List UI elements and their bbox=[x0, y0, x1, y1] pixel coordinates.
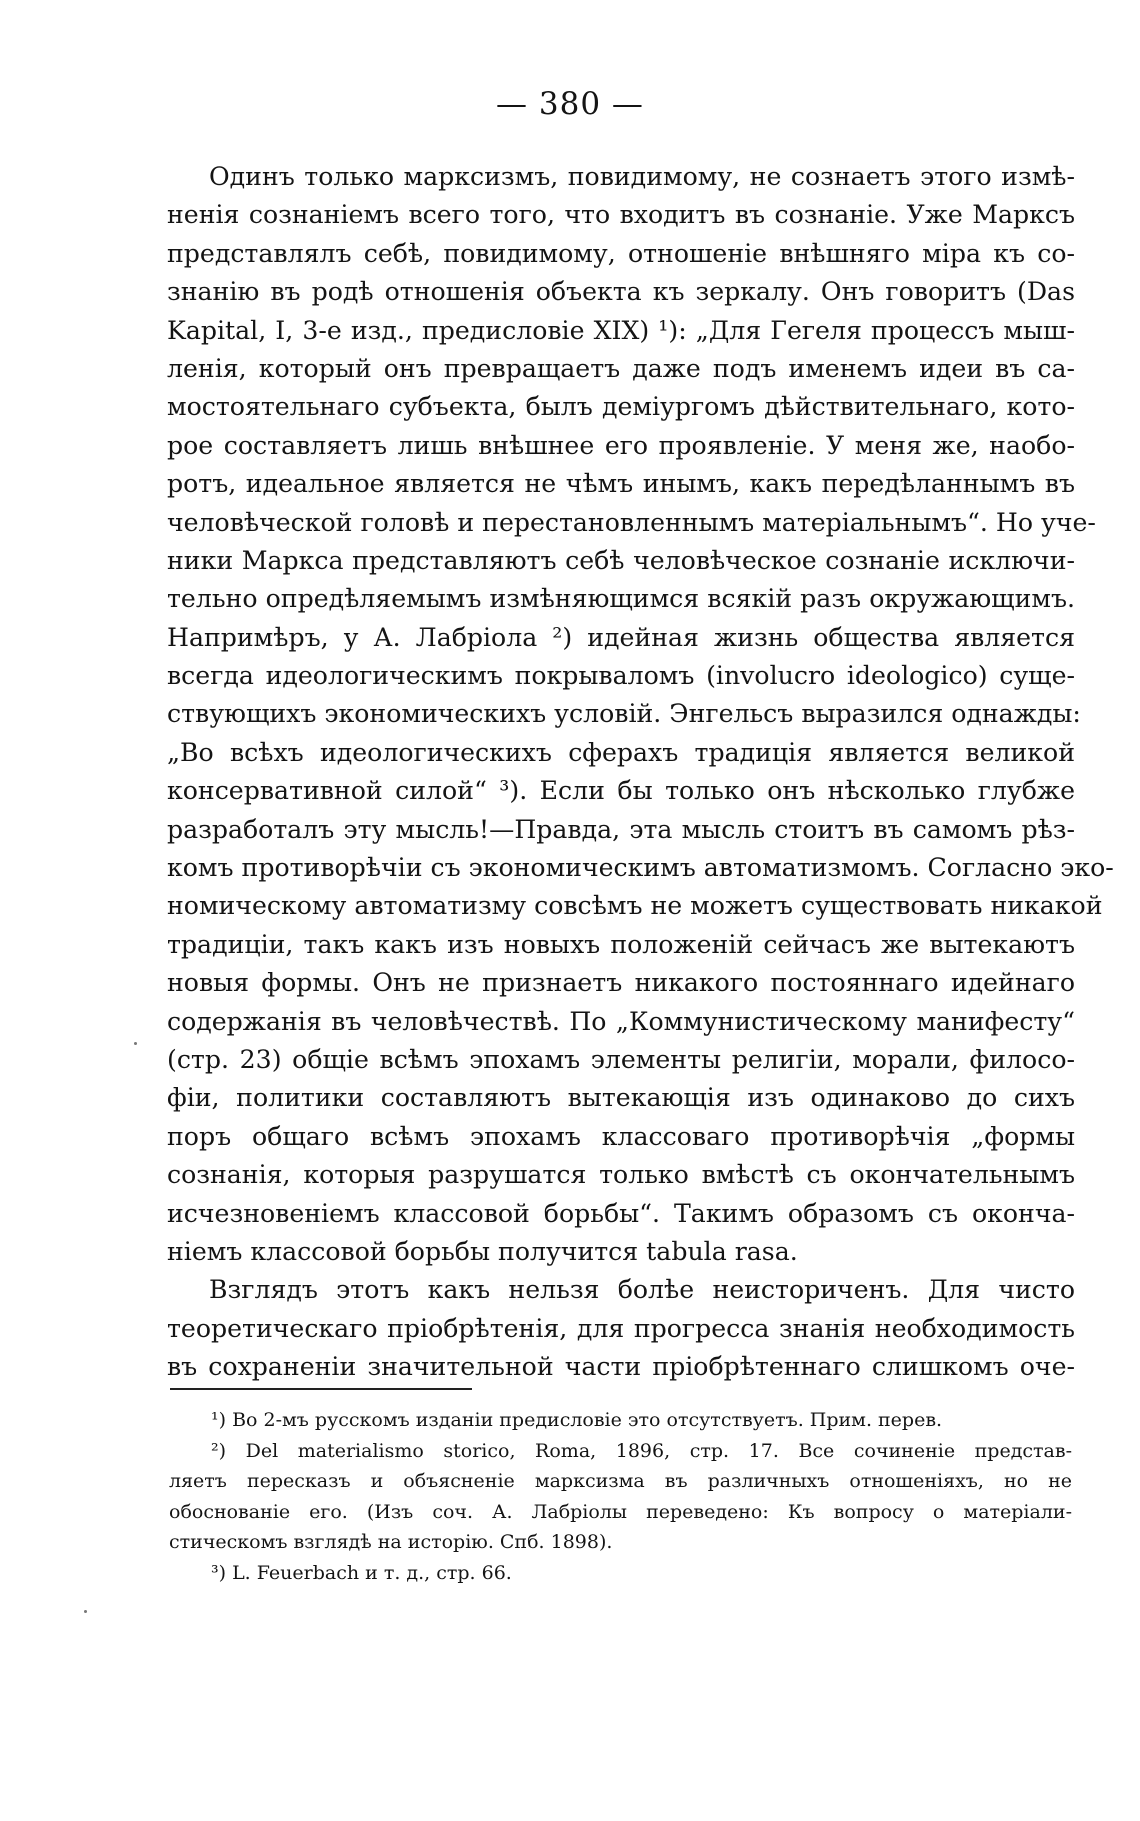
text-line: традиціи, такъ какъ изъ новыхъ положеній сейчасъ же вытекаютъ bbox=[167, 929, 1075, 959]
footnote-divider bbox=[170, 1388, 472, 1390]
scan-speck bbox=[84, 1610, 87, 1613]
text-line: человѣческой головѣ и перестановленнымъ матеріальнымъ“. Но уче- bbox=[167, 507, 1096, 537]
text-line: Взглядъ этотъ какъ нельзя болѣе неисториченъ. Для чисто bbox=[209, 1275, 1075, 1305]
text-line: новыя формы. Онъ не признаетъ никакого постояннаго идейнаго bbox=[167, 968, 1075, 998]
text-line: ленія, который онъ превращаетъ даже подъ именемъ идеи въ са- bbox=[167, 353, 1075, 383]
text-line: теоретическаго пріобрѣтенія, для прогресса знанія необходимость bbox=[167, 1313, 1075, 1343]
footnote-line: обоснованіе его. (Изъ соч. А. Лабріолы переведено: Къ вопросу о матеріали- bbox=[169, 1500, 1072, 1523]
text-line: ненія сознаніемъ всего того, что входитъ въ сознаніе. Уже Марксъ bbox=[167, 200, 1075, 230]
text-line: тельно опредѣляемымъ измѣняющимся всякій разъ окружающимъ. bbox=[167, 584, 1075, 614]
text-line: (стр. 23) общіе всѣмъ эпохамъ элементы религіи, морали, филосо- bbox=[167, 1044, 1075, 1074]
footnote-line: ляетъ пересказъ и объясненіе марксизма въ различныхъ отношеніяхъ, но не bbox=[169, 1470, 1072, 1493]
text-line: комъ противорѣчіи съ экономическимъ автоматизмомъ. Согласно эко- bbox=[167, 853, 1114, 883]
footnote-line: ¹) Во 2-мъ русскомъ изданіи предисловіе это отсутствуетъ. Прим. перев. bbox=[211, 1409, 943, 1431]
text-line: представлялъ себѣ, повидимому, отношеніе внѣшняго міра къ со- bbox=[167, 238, 1075, 268]
text-line: фіи, политики составляютъ вытекающія изъ одинаково до сихъ bbox=[167, 1083, 1075, 1113]
text-line: Kapital, I, 3-е изд., предисловіе XIX) ¹): „Для Гегеля процессъ мыш- bbox=[167, 315, 1075, 345]
footnote-line: ²) Del materialismo storico, Roma, 1896, стр. 17. Все сочиненіе представ- bbox=[211, 1439, 1072, 1462]
text-line: Напримѣръ, у А. Лабріола ²) идейная жизнь общества является bbox=[167, 622, 1075, 652]
text-line: номическому автоматизму совсѣмъ не можетъ существовать никакой bbox=[167, 891, 1103, 921]
text-line: въ сохраненіи значительной части пріобрѣтеннаго слишкомъ оче- bbox=[167, 1352, 1075, 1382]
text-line: сознанія, которыя разрушатся только вмѣстѣ съ окончательнымъ bbox=[167, 1160, 1075, 1190]
footnotes bbox=[169, 1405, 1072, 1589]
text-line: рое составляетъ лишь внѣшнее его проявленіе. У меня же, наобо- bbox=[167, 430, 1075, 460]
text-line: Одинъ только марксизмъ, повидимому, не сознаетъ этого измѣ- bbox=[209, 162, 1075, 191]
body-text bbox=[167, 158, 1114, 1387]
text-line: всегда идеологическимъ покрываломъ (involucro ideologico) суще- bbox=[167, 661, 1075, 691]
scan-speck bbox=[134, 1042, 137, 1045]
text-line: ніемъ классовой борьбы получится tabula rasa. bbox=[167, 1236, 798, 1266]
text-line: консервативной силой“ ³). Если бы только онъ нѣсколько глубже bbox=[167, 776, 1075, 806]
text-line: ники Маркса представляютъ себѣ человѣческое сознаніе исключи- bbox=[167, 545, 1075, 575]
text-line: содержанія въ человѣчествѣ. По „Коммунистическому манифесту“ bbox=[167, 1006, 1075, 1036]
footnote-line: ³) L. Feuerbach и т. д., стр. 66. bbox=[211, 1561, 512, 1584]
text-line: „Во всѣхъ идеологическихъ сферахъ традиція является великой bbox=[167, 737, 1075, 767]
text-line: разработалъ эту мысль!—Правда, эта мысль стоитъ въ самомъ рѣз- bbox=[167, 814, 1075, 844]
text-line: исчезновеніемъ классовой борьбы“. Такимъ образомъ съ оконча- bbox=[167, 1198, 1075, 1228]
text-line: знанію въ родѣ отношенія объекта къ зеркалу. Онъ говоритъ (Das bbox=[167, 277, 1075, 307]
page-number: — 380 — bbox=[496, 86, 644, 122]
footnote-line: стическомъ взглядѣ на исторію. Спб. 1898). bbox=[169, 1531, 613, 1554]
text-line: поръ общаго всѣмъ эпохамъ классоваго противорѣчія „формы bbox=[167, 1121, 1075, 1151]
text-line: ствующихъ экономическихъ условій. Энгельсъ выразился однажды: bbox=[167, 699, 1081, 729]
text-line: ротъ, идеальное является не чѣмъ инымъ, какъ передѣланнымъ въ bbox=[167, 469, 1075, 499]
text-line: мостоятельнаго субъекта, былъ деміургомъ дѣйствительнаго, кото- bbox=[167, 392, 1075, 422]
